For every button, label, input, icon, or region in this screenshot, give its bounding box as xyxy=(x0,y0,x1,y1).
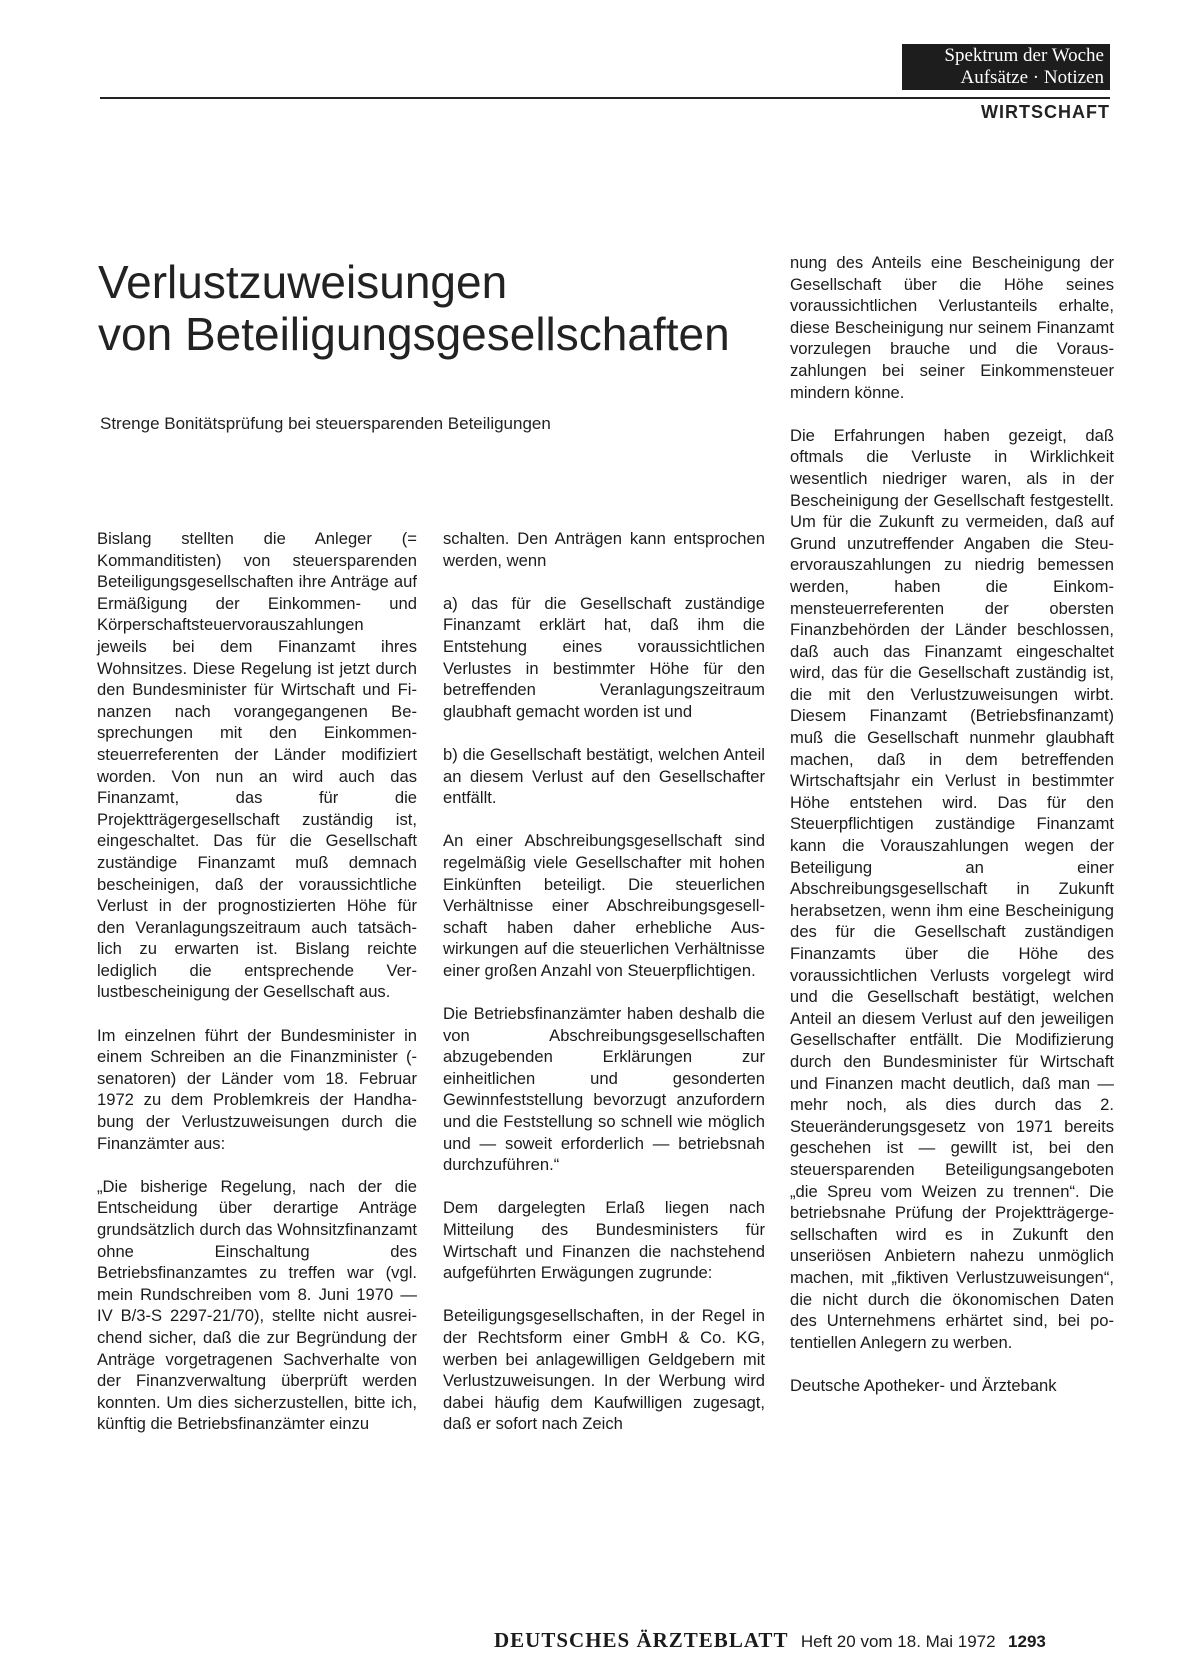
author-line: Deutsche Apotheker- und Ärztebank xyxy=(790,1375,1057,1395)
header-rule xyxy=(100,97,1110,99)
column-2 xyxy=(443,528,765,1435)
paragraph: Die Erfahrungen haben gezeigt, daß oftmals die Verluste in Wirklichkeit wesentlich niedriger waren, als in der Bescheinigung der Gesellschaft festgestellt. Um für die Zukunft zu vermeiden, daß auf Grund unzutreffender Angaben die Steuervorauszahlungen zu niedrig bemessen werden, haben die Einkommensteuerreferenten der obersten Finanzbehörden der Länder beschlossen, daß auch das Finanzamt eingeschaltet wird, das für die Gesellschaft zuständig ist, die mit den Verlustzuweisungen wirbt. Diesem Finanzamt (Betriebsfinanzamt) muß die Gesellschaft nunmehr glaubhaft machen, daß in dem betreffenden Wirtschaftsjahr ein Verlust in bestimmter Höhe entstehen wird. Das für den Steuerpflichtigen zuständige Finanzamt kann die Vorauszahlungen wegen der Beteiligung an einer Abschreibungsgesellschaft in Zukunft herabsetzen, wenn ihm eine Bescheinigung des für die Gesellschaft zuständigen Finanzamts über die Höhe des voraussichtlichen Verlusts vorgelegt wird und die Gesellschaft bestätigt, welchen Anteil an diesem Verlust auf den jeweiligen Gesellschafter entfällt. Die Modifizierung durch den Bundesminister für Wirtschaft und Finanzen macht deutlich, daß man — mehr noch, als dies durch das 2. Steueränderungsgesetz von 1971 bereits geschehen ist — gewillt ist, bei den steuersparenden Beteiligungsangeboten „die Spreu vom Weizen zu trennen“. Die betriebsnahe Prüfung der Projektträgergesellschaften wird es in Zukunft den unseriösen Anbietern nahezu unmöglich machen, mit „fiktiven Verlustzuweisungen“, die nicht durch die ökonomischen Daten des Unternehmens erhärtet sind, bei potentiellen Anlegern zu werben. xyxy=(790,425,1114,1352)
paragraph: Dem dargelegten Erlaß liegen nach Mitteilung des Bundesministers für Wirtschaft und Finanzen die nachstehend aufgeführten Erwägungen zugrunde: xyxy=(443,1198,765,1283)
column-1 xyxy=(97,528,417,1435)
page-number: 1293 xyxy=(1008,1632,1046,1651)
paragraph: b) die Gesellschaft bestätigt, welchen Anteil an diesem Verlust auf den Gesellschafter entfällt. xyxy=(443,744,765,808)
section-badge xyxy=(902,44,1110,90)
column-3 xyxy=(790,252,1114,1396)
badge-line-1: Spektrum der Woche xyxy=(944,45,1104,66)
badge-line-2: Aufsätze · Notizen xyxy=(960,67,1104,88)
paragraph: „Die bisherige Regelung, nach der die Entscheidung über derartige Anträge grundsätzlich durch das Wohnsitzfinanzamt ohne Einschaltung des Betriebsfinanzamtes zu treffen war (vgl. mein Rundschreiben vom 8. Juni 1970 — IV B/3-S 2297-21/70), stellte nicht ausreichend sicher, daß die zur Begründung der Anträge vorgetragenen Sachverhalte von der Finanzverwaltung überprüft werden konnten. Um dies sicherzustellen, bitte ich, künftig die Betriebsfinanzämter einzu xyxy=(97,1176,417,1434)
issue-info: Heft 20 vom 18. Mai 1972 xyxy=(800,1632,996,1651)
journal-name: DEUTSCHES ÄRZTEBLATT xyxy=(494,1628,789,1652)
section-label: WIRTSCHAFT xyxy=(981,102,1110,122)
paragraph: Die Betriebsfinanzämter haben deshalb die von Abschreibungsgesellschaften abzugebenden Erklärungen zur einheitlichen und gesonderten Gewinnfeststellung bevorzugt anzufordern und die Feststellung so schnell wie möglich und — soweit erforderlich — betriebsnah durchzuführen.“ xyxy=(443,1004,765,1175)
title-line-2: von Beteiligungsgesellschaften xyxy=(98,308,730,360)
paragraph: schalten. Den Anträgen kann entsprochen werden, wenn xyxy=(443,529,765,570)
paragraph: Im einzelnen führt der Bundesminister in einem Schreiben an die Finanzminister (-senatoren) der Länder vom 18. Februar 1972 zu dem Problemkreis der Handhabung der Verlustzuweisungen durch die Finanzämter aus: xyxy=(97,1025,417,1153)
paragraph: a) das für die Gesellschaft zuständige Finanzamt erklärt hat, daß ihm die Entstehung eines voraussichtlichen Verlustes in bestimmter Höhe für den betreffenden Veranlagungszeitraum glaubhaft gemacht worden ist und xyxy=(443,593,765,721)
article-subtitle: Strenge Bonitätsprüfung bei steuersparenden Beteiligungen xyxy=(100,414,551,433)
page-footer xyxy=(494,1628,1046,1653)
paragraph: Beteiligungsgesellschaften, in der Regel in der Rechtsform einer GmbH & Co. KG, werben bei anlagewilligen Geldgebern mit Verlustzuweisungen. In der Werbung wird dabei häufig dem Kaufwilligen zugesagt, daß er sofort nach Zeich xyxy=(443,1306,765,1434)
paragraph: An einer Abschreibungsgesellschaft sind regelmäßig viele Gesellschafter mit hohen Einkünften beteiligt. Die steuerlichen Verhältnisse einer Abschreibungsgesellschaft haben daher erhebliche Auswirkungen auf die steuerlichen Verhältnisse einer großen Anzahl von Steuerpflichtigen. xyxy=(443,831,765,980)
paragraph: nung des Anteils eine Bescheinigung der Gesellschaft über die Höhe seines voraussichtlichen Verlustanteils erhalte, diese Bescheinigung nur seinem Finanzamt vorzulegen brauche und die Vorauszahlungen bei seiner Einkommensteuer mindern könne. xyxy=(790,253,1114,402)
paragraph: Bislang stellten die Anleger (= Kommanditisten) von steuersparenden Beteiligungsgesellschaften ihre Anträge auf Ermäßigung der Einkommen- und Körperschaftsteuervorauszahlungen jeweils bei dem Finanzamt ihres Wohnsitzes. Diese Regelung ist jetzt durch den Bundesminister für Wirtschaft und Finanzen nach vorangegangenen Besprechungen mit den Einkommensteuerreferenten der Länder modifiziert worden. Von nun an wird auch das Finanzamt, das für die Projektträgergesellschaft zuständig ist, eingeschaltet. Das für die Gesellschaft zuständige Finanzamt muß demnach bescheinigen, daß der voraussichtliche Verlust in der prognostizierten Höhe für den Veranlagungszeitraum auch tatsächlich zu erwarten ist. Bislang reichte lediglich die entsprechende Verlustbescheinigung der Gesellschaft aus. xyxy=(97,529,417,1002)
title-line-1: Verlustzuweisungen xyxy=(98,256,508,308)
article-title xyxy=(98,256,758,360)
